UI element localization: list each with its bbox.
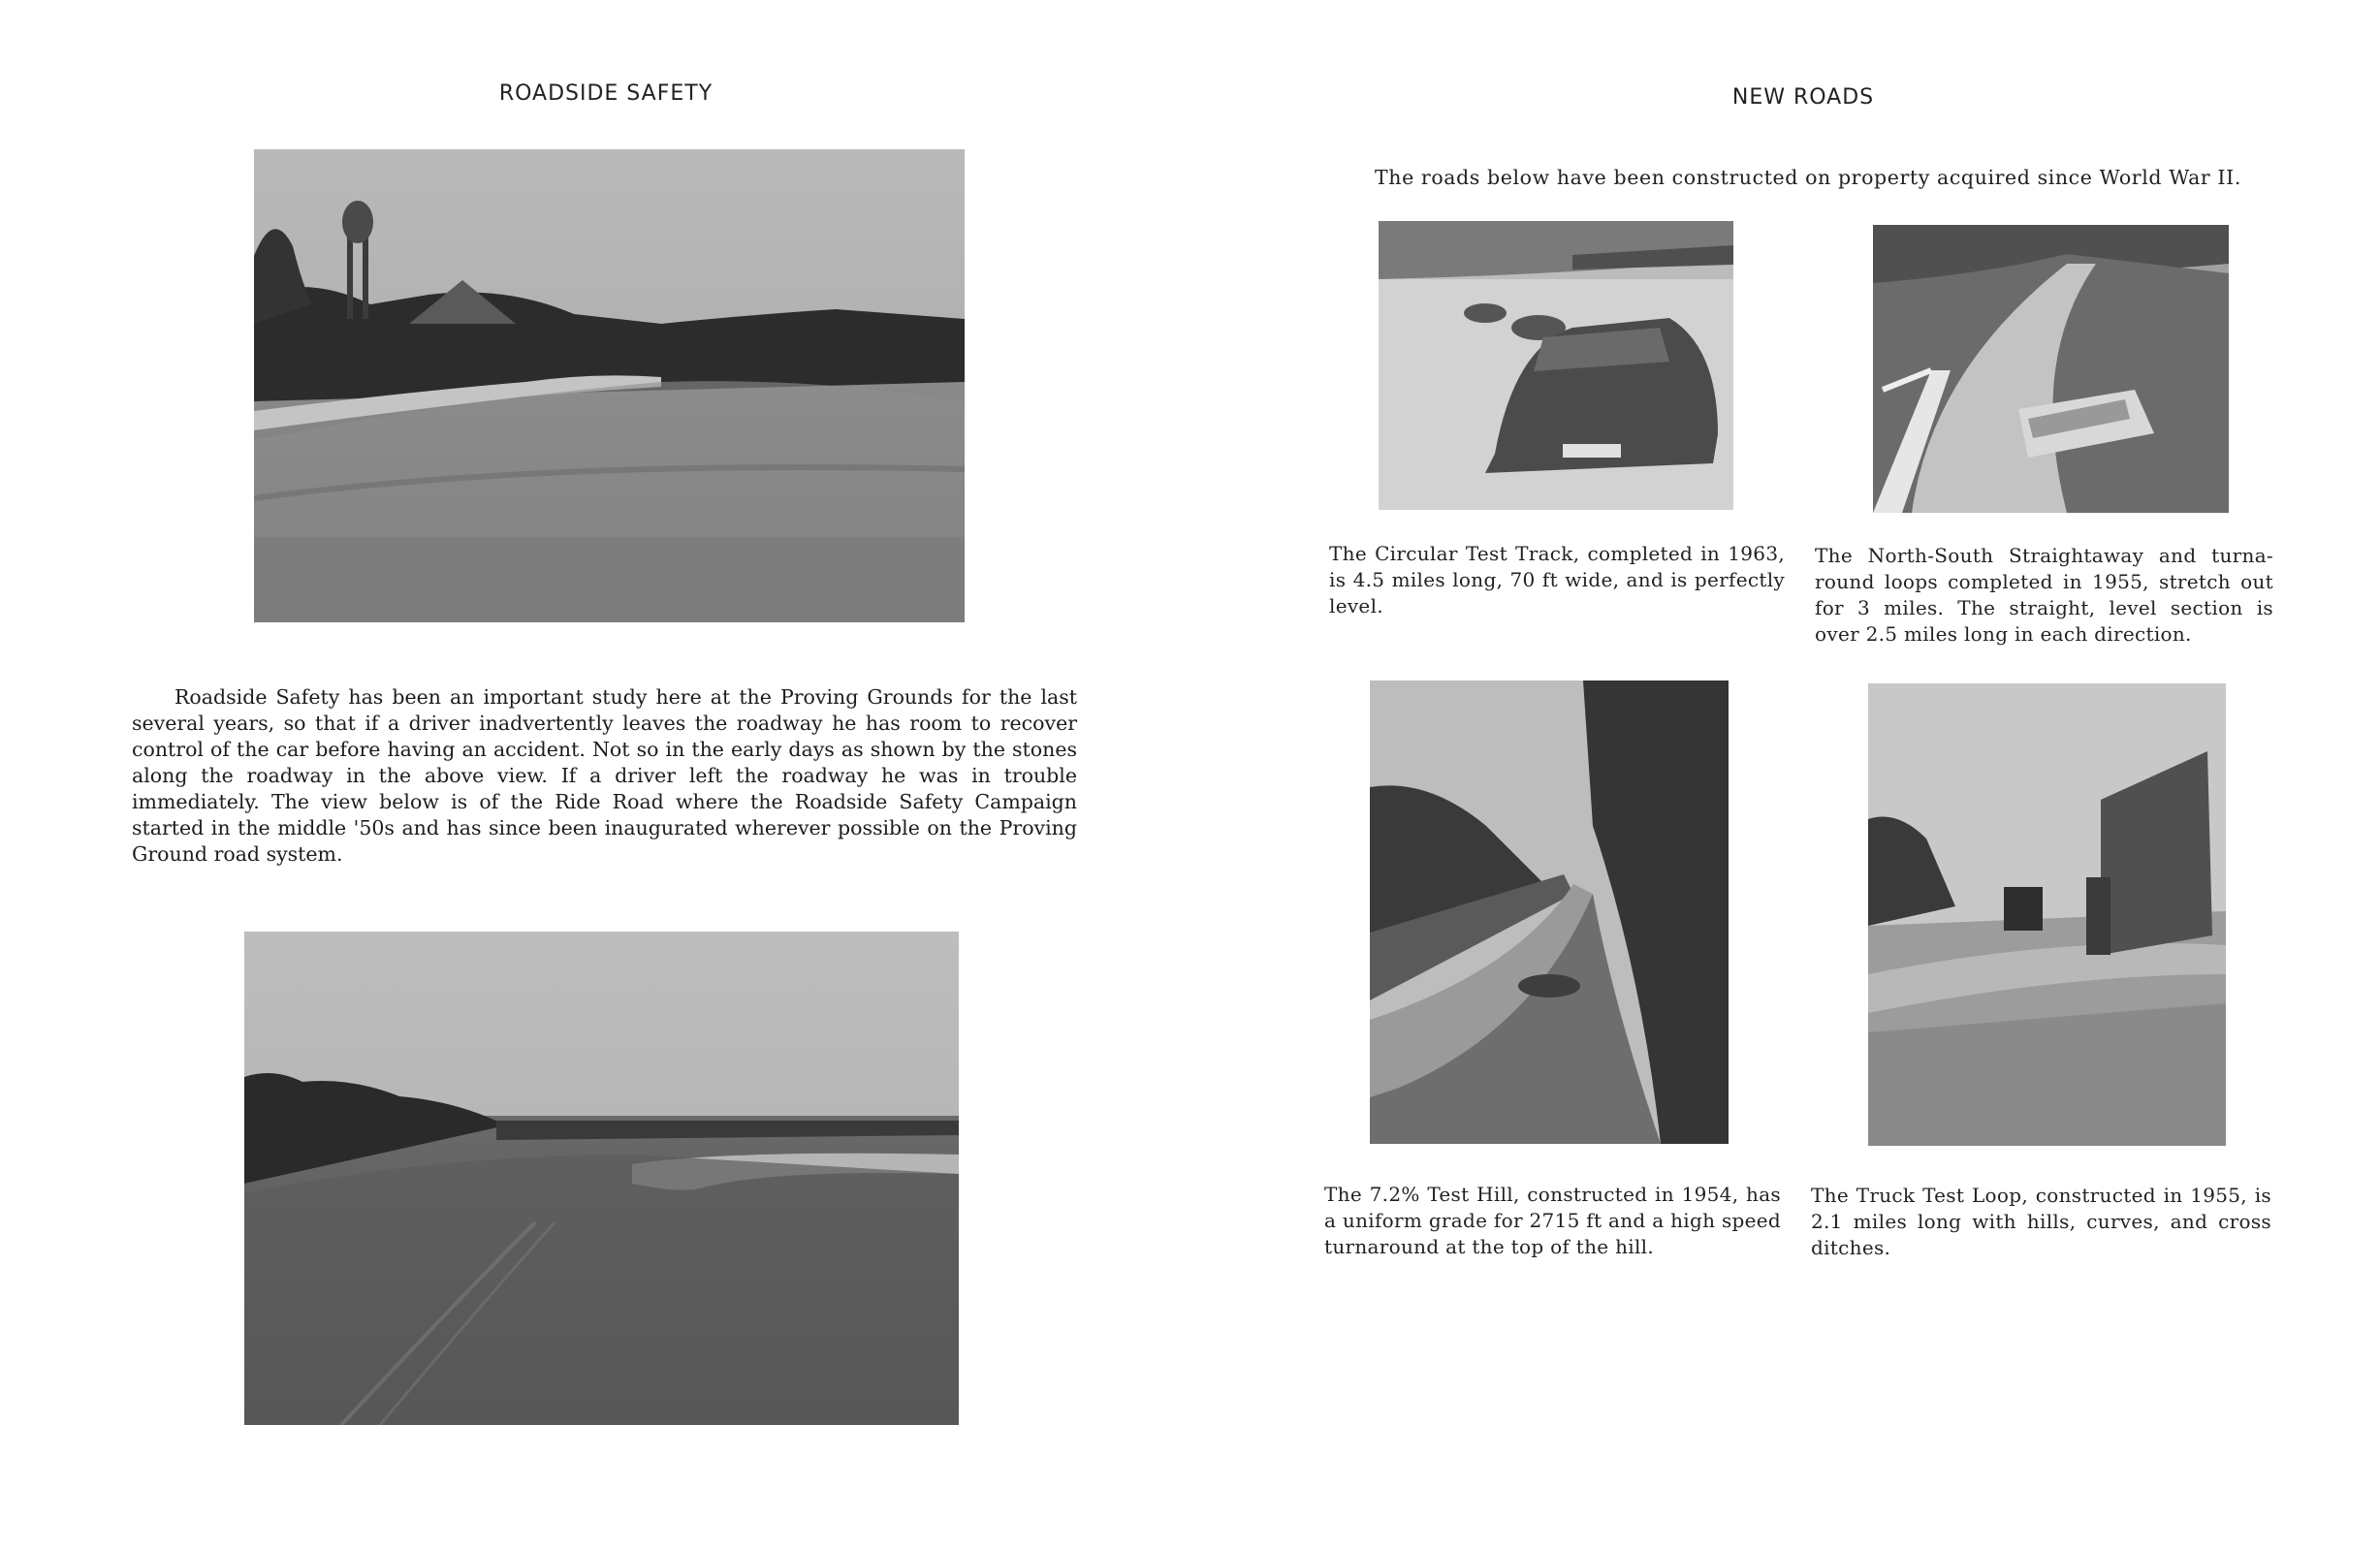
caption-north-south-straightaway: The North-South Straightaway and turna-round loops completed in 1955, stretch out for 3 miles. The straight, level section is over 2.5 miles long in each direction. bbox=[1815, 544, 2273, 646]
photo-curved-road-stone-border bbox=[254, 149, 965, 622]
caption-test-hill: The 7.2% Test Hill, constructed in 1954, has a uniform grade for 2715 ft and a high speed turnaround at the top of the hill. bbox=[1324, 1183, 1781, 1258]
photo-test-hill bbox=[1370, 681, 1729, 1144]
left-page-heading: ROADSIDE SAFETY bbox=[498, 81, 714, 106]
photo-ride-road bbox=[244, 932, 959, 1425]
photo-north-south-straightaway bbox=[1873, 225, 2229, 513]
roadside-safety-text: Roadside Safety has been an important study here at the Proving Grounds for the last several years, so that if a driver inadvertently leaves the roadway he has room to recover control of the car before having an accident. Not so in the early days as shown by the stones along the roadway in the above view. If a driver left the roadway he was in trouble immediately. The view below is of the Ride Road where the Roadside Safety Campaign started in the middle '50s and has since been inaugurated wherever possible on the Proving Ground road system. bbox=[132, 685, 1077, 866]
photo-circular-test-track bbox=[1379, 221, 1733, 510]
caption-circular-test-track: The Circular Test Track, completed in 1963, is 4.5 miles long, 70 ft wide, and is perfectly level. bbox=[1329, 542, 1785, 617]
new-roads-intro: The roads below have been constructed on property acquired since World War II. bbox=[1375, 166, 2241, 189]
right-page-heading: NEW ROADS bbox=[1731, 85, 1875, 110]
roadside-safety-paragraph bbox=[132, 684, 1077, 868]
caption-truck-test-loop: The Truck Test Loop, constructed in 1955, is 2.1 miles long with hills, curves, and cross ditches. bbox=[1811, 1184, 2271, 1259]
photo-truck-test-loop bbox=[1868, 683, 2226, 1146]
